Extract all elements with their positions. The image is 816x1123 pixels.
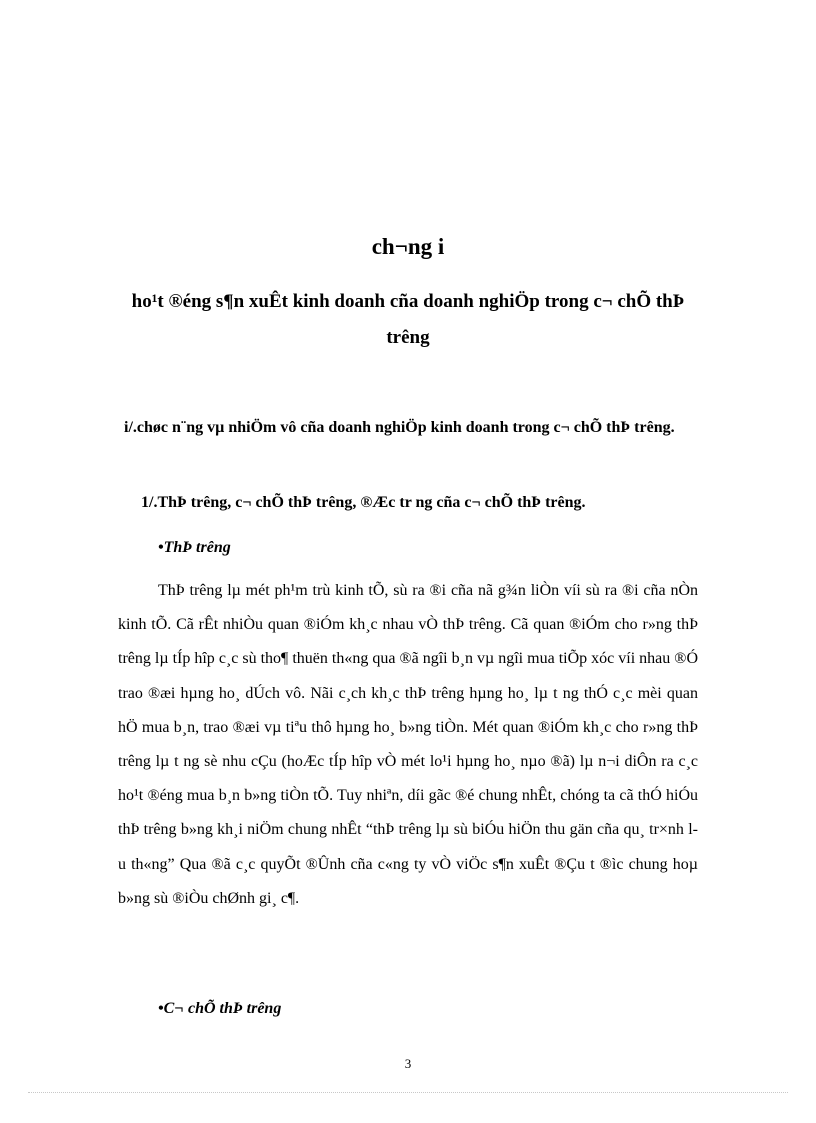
chapter-title: ch¬ng i [371, 234, 445, 259]
footer-divider [28, 1092, 788, 1093]
body-paragraph: ThÞ trêng lµ mét ph¹m trù kinh tÕ, sù ra ®i cña nã g¾n liÒn víi sù ra ®i cña nÒn kinh tÕ. Cã rÊt nhiÒu quan ®iÓm kh¸c nhau vÒ thÞ trêng. Cã quan ®iÓm cho r»ng thÞ trêng lµ tÍp hîp c¸c sù tho¶ thuën th«ng qua ®ã ngîi b¸n vµ ngîi mua tiÕp xóc víi nhau ®Ó trao ®æi hµng ho¸ dÚch vô. Nãi c¸ch kh¸c thÞ trêng hµng ho¸ lµ t ng thÓ c¸c mèi quan hÖ mua b¸n, trao ®æi vµ tiªu thô hµng ho¸ b»ng tiÒn. Mét quan ®iÓm kh¸c cho r»ng thÞ trêng lµ t ng sè nhu cÇu (hoÆc tÍp hîp vÒ mét lo¹i hµng ho¸ nµo ®ã) lµ n¬i diÔn ra c¸c ho¹t ®éng mua b¸n b»ng tiÒn tÕ. Tuy nhiªn, díi gãc ®é chung nhÊt, chóng ta cã thÓ hiÓu thÞ trêng b»ng kh¸i niÖm chung nhÊt “thÞ trêng lµ sù biÓu hiÖn thu gän cña qu¸ tr×nh l u th«ng” Qua ®ã c¸c quyÕt ®Ûnh cña c«ng ty vÒ viÖc s¶n xuÊt ®Çu t ®ìc chung hoµ b»ng sù ®iÒu chØnh gi¸ c¶. [118, 582, 698, 907]
bullet-heading-market-text: ThÞ trêng [163, 539, 231, 556]
bullet-heading-market [158, 536, 231, 560]
bullet-symbol: • [158, 1000, 164, 1017]
bullet-heading-mechanism [158, 997, 281, 1021]
bullet-symbol: • [158, 539, 164, 556]
bullet-heading-mechanism-text: C¬ chÕ thÞ trêng [163, 1000, 282, 1017]
page-number: 3 [404, 1056, 412, 1071]
subsection-heading: 1/.ThÞ trêng, c¬ chÕ thÞ trêng, ®Æc tr ng cña c¬ chÕ thÞ trêng. [141, 494, 586, 511]
chapter-subtitle: ho¹t ®éng s¶n xuÊt kinh doanh cña doanh nghiÖp trong c¬ chÕ thÞ trêng [131, 291, 685, 348]
section-heading: i/.chøc n¨ng vµ nhiÖm vô cña doanh nghiÖp kinh doanh trong c¬ chÕ thÞ trêng. [124, 419, 675, 436]
